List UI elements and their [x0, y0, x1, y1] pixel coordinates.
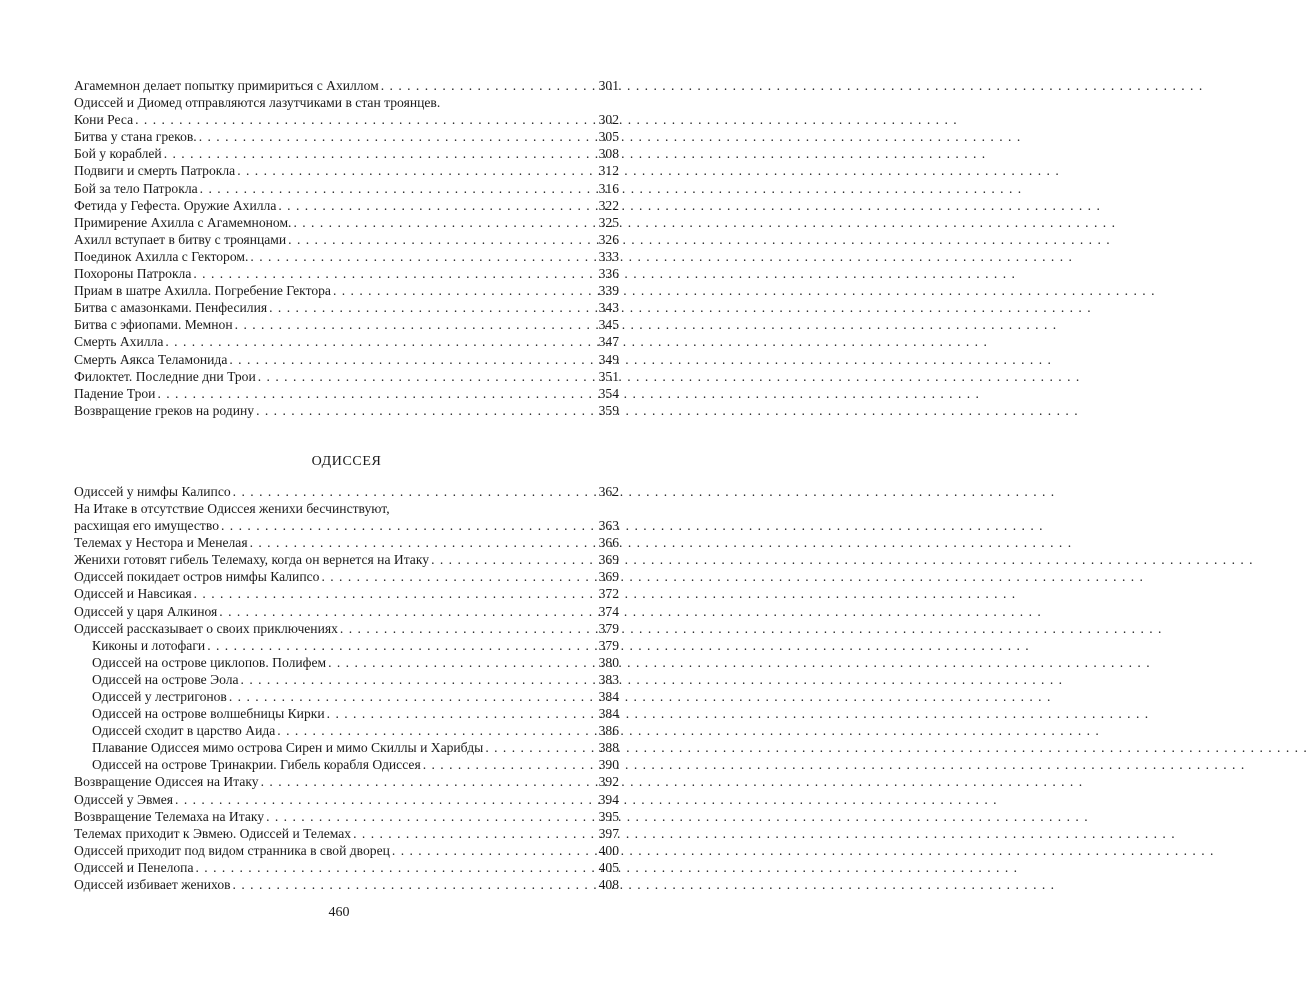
toc-entry-title: Киконы и лотофаги: [92, 637, 206, 653]
dot-leader: [175, 791, 592, 808]
dot-leader: [266, 808, 592, 825]
toc-entry-page: 305: [598, 129, 619, 145]
dot-leader: [250, 248, 592, 265]
dot-leader: [157, 385, 592, 402]
toc-entry-page: 392: [598, 774, 619, 790]
toc-entry-page: 408: [598, 877, 619, 893]
toc-entry: [74, 585, 619, 602]
dot-leader: [219, 603, 592, 620]
toc-entry: [74, 214, 619, 231]
toc-entry-page: 363: [598, 518, 619, 534]
toc-entry: [74, 145, 619, 162]
toc-entry-page: 374: [598, 603, 619, 619]
toc-entry: [74, 808, 619, 825]
toc-entry: [74, 180, 619, 197]
toc-entry-title: Возвращение Одиссея на Итаку: [74, 774, 259, 790]
dot-leader: [193, 265, 592, 282]
toc-entry: [74, 94, 619, 111]
toc-entry-page: 326: [598, 231, 619, 247]
toc-entry-page: 359: [598, 402, 619, 418]
toc-entry-page: 386: [598, 723, 619, 739]
toc-entry: [74, 876, 619, 893]
toc-entry-page: 379: [598, 620, 619, 636]
toc-entry-page: 379: [598, 637, 619, 653]
toc-entry-page: 384: [598, 689, 619, 704]
dot-leader: [485, 739, 592, 756]
toc-entry-title: Одиссей на острове Эола: [92, 671, 239, 687]
toc-entry-page: 333: [598, 248, 619, 264]
toc-entry: [74, 265, 619, 282]
toc-entry-page: 351: [598, 368, 619, 384]
toc-entry-title: Одиссей приходит под видом странника в свой дворец: [74, 842, 390, 858]
toc-entry-page: 347: [598, 334, 619, 350]
toc-entry: [74, 282, 619, 299]
dot-leader: [353, 825, 592, 842]
dot-leader: [423, 756, 592, 773]
toc-entry: [74, 603, 619, 620]
dot-leader: [327, 705, 592, 722]
dot-leader: [277, 722, 592, 739]
dot-leader: [199, 128, 592, 145]
toc-entry: [74, 333, 619, 350]
dot-leader: [235, 316, 592, 333]
toc-entry-title: Одиссей у царя Алкиноя: [74, 603, 218, 619]
dot-leader: [340, 620, 592, 637]
toc-entry-title: расхищая его имущество: [74, 518, 219, 534]
toc-entry: [74, 722, 619, 739]
dot-leader: [233, 483, 592, 500]
toc-entry-page: 301: [598, 78, 619, 93]
toc-entry: [74, 773, 619, 790]
toc-entry-title: Агамемнон делает попытку примириться с Ахиллом: [74, 78, 379, 93]
dot-leader: [241, 671, 592, 688]
toc-entry: [74, 316, 619, 333]
toc-entry: [74, 231, 619, 248]
dot-leader: [333, 282, 592, 299]
dot-leader: [165, 333, 592, 350]
toc-entry-page: 372: [598, 586, 619, 602]
toc-entry-page: 388: [598, 740, 619, 756]
toc-entry: [74, 859, 619, 876]
toc-entry: [74, 77, 619, 94]
toc-entry-title: На Итаке в отсутствие Одиссея женихи бесчинствуют,: [74, 500, 390, 516]
dot-leader: [293, 214, 592, 231]
toc-entry-page: 366: [598, 535, 619, 551]
toc-entry-title: Плавание Одиссея мимо острова Сирен и мимо Скиллы и Харибды: [92, 740, 484, 756]
dot-leader: [200, 180, 592, 197]
toc-entry-page: 369: [598, 552, 619, 568]
toc-entry-page: 339: [598, 283, 619, 299]
toc-entry: [74, 517, 619, 534]
toc-entry-page: 390: [598, 757, 619, 773]
toc-entry-title: Похороны Патрокла: [74, 266, 192, 282]
dot-leader: [431, 551, 592, 568]
toc-entry-title: Одиссей рассказывает о своих приключениях: [74, 620, 338, 636]
dot-leader: [269, 299, 592, 316]
toc-entry-title: Возвращение Телемаха на Итаку: [74, 808, 265, 824]
toc-entry-title: Ахилл вступает в битву с троянцами: [74, 231, 287, 247]
toc-entry-title: Одиссей у лестригонов: [92, 689, 227, 704]
toc-entry-title: Битва с эфиопами. Мемнон: [74, 317, 233, 333]
dot-leader: [207, 637, 592, 654]
dot-leader: [233, 876, 592, 893]
toc-entry-title: Одиссей избивает женихов: [74, 877, 231, 893]
toc-entry: [74, 705, 619, 722]
toc-entry-title: Одиссей у нимфы Калипсо: [74, 483, 231, 499]
toc-entry-title: Приам в шатре Ахилла. Погребение Гектора: [74, 283, 331, 299]
toc-entry-title: Фетида у Гефеста. Оружие Ахилла: [74, 197, 277, 213]
toc-entry-page: 354: [598, 385, 619, 401]
toc-entry: [74, 568, 619, 585]
dot-leader: [135, 111, 592, 128]
iliad-toc-list: [74, 77, 619, 419]
toc-entry-title: Возвращение греков на родину: [74, 402, 255, 418]
toc-entry-title: Одиссей сходит в царство Аида: [92, 723, 276, 739]
toc-entry-page: 394: [598, 791, 619, 807]
toc-entry-page: 384: [598, 706, 619, 722]
toc-entry-page: 302: [598, 112, 619, 128]
toc-entry: [74, 534, 619, 551]
section-heading-odyssey: ОДИССЕЯ: [311, 453, 382, 469]
toc-entry-page: 345: [598, 317, 619, 333]
toc-entry-title: Одиссей на острове Тринакрии. Гибель корабля Одиссея: [92, 757, 421, 773]
dot-leader: [261, 773, 592, 790]
toc-entry: [74, 756, 619, 773]
toc-entry-title: Поединок Ахилла с Гектором.: [74, 248, 249, 264]
toc-entry-title: Телемах у Нестора и Менелая: [74, 535, 248, 551]
toc-entry: [74, 197, 619, 214]
toc-entry: [74, 128, 619, 145]
dot-leader: [328, 654, 592, 671]
toc-entry-page: 349: [598, 351, 619, 367]
toc-entry: [74, 791, 619, 808]
toc-entry-title: Бой за тело Патрокла: [74, 180, 198, 196]
toc-entry-page: 395: [598, 808, 619, 824]
dot-leader: [237, 162, 592, 179]
toc-entry-page: 380: [598, 654, 619, 670]
toc-entry: [74, 385, 619, 402]
toc-entry-title: Смерть Ахилла: [74, 334, 164, 350]
dot-leader: [288, 231, 592, 248]
toc-entry-page: 322: [598, 197, 619, 213]
toc-entry: [74, 825, 619, 842]
dot-leader: [229, 351, 592, 368]
toc-entry-title: Битва с амазонками. Пенфесилия: [74, 300, 268, 316]
dot-leader: [221, 517, 592, 534]
toc-entry-page: 312: [598, 163, 619, 179]
toc-entry: [74, 111, 619, 128]
toc-entry-page: 362: [598, 483, 619, 499]
toc-entry: [74, 500, 619, 517]
toc-entry-title: Одиссей и Навсикая: [74, 586, 192, 602]
toc-entry-page: 369: [598, 569, 619, 585]
toc-entry: [74, 162, 619, 179]
toc-entry: [74, 842, 619, 859]
toc-entry-title: Одиссей покидает остров нимфы Калипсо: [74, 569, 320, 585]
toc-entry-title: Бой у кораблей: [74, 146, 162, 162]
toc-entry-page: 400: [598, 842, 619, 858]
toc-entry: [74, 368, 619, 385]
odyssey-toc-list: [74, 483, 619, 893]
dot-leader: [196, 859, 593, 876]
toc-entry-page: 405: [598, 859, 619, 875]
toc-entry-page: 325: [598, 214, 619, 230]
toc-entry-title: Одиссей и Пенелопа: [74, 859, 194, 875]
dot-leader: [256, 402, 592, 419]
dot-leader: [321, 568, 592, 585]
toc-entry: [74, 551, 619, 568]
toc-entry: [74, 402, 619, 419]
dot-leader: [250, 534, 592, 551]
toc-page: [74, 77, 619, 893]
toc-entry: [74, 637, 619, 654]
toc-entry-title: Одиссей на острове волшебницы Кирки: [92, 706, 325, 722]
toc-entry-title: Кони Реса: [74, 112, 134, 128]
toc-entry-page: 383: [598, 671, 619, 687]
dot-leader: [229, 688, 592, 705]
toc-entry: [74, 299, 619, 316]
page-number: 460: [328, 905, 350, 920]
toc-entry-title: Смерть Аякса Теламонида: [74, 351, 228, 367]
toc-entry-title: Одиссей на острове циклопов. Полифем: [92, 654, 327, 670]
toc-entry-title: Одиссей у Эвмея: [74, 791, 174, 807]
toc-entry-title: Примирение Ахилла с Агамемноном.: [74, 214, 292, 230]
toc-entry: [74, 620, 619, 637]
toc-entry: [74, 248, 619, 265]
toc-entry: [74, 739, 619, 756]
toc-entry: [74, 654, 619, 671]
toc-entry: [74, 671, 619, 688]
toc-entry-page: 308: [598, 146, 619, 162]
toc-entry-title: Женихи готовят гибель Телемаху, когда он вернется на Итаку: [74, 552, 430, 568]
toc-entry-page: 343: [598, 300, 619, 316]
toc-entry-page: 397: [598, 825, 619, 841]
toc-entry: [74, 351, 619, 368]
toc-entry-page: 336: [598, 266, 619, 282]
toc-entry-title: Подвиги и смерть Патрокла: [74, 163, 236, 179]
toc-entry-page: 316: [598, 180, 619, 196]
dot-leader: [278, 197, 592, 214]
toc-entry-title: Филоктет. Последние дни Трои: [74, 368, 256, 384]
toc-entry-title: Падение Трои: [74, 385, 156, 401]
toc-entry-title: Одиссей и Диомед отправляются лазутчиками в стан троянцев.: [74, 95, 441, 111]
toc-entry-title: Телемах приходит к Эвмею. Одиссей и Телемах: [74, 825, 352, 841]
toc-entry: [74, 688, 619, 705]
dot-leader: [258, 368, 592, 385]
dot-leader: [392, 842, 592, 859]
dot-leader: [164, 145, 592, 162]
dot-leader: [381, 77, 592, 94]
toc-entry-title: Битва у стана греков.: [74, 129, 197, 145]
dot-leader: [194, 585, 592, 602]
toc-entry: [74, 483, 619, 500]
